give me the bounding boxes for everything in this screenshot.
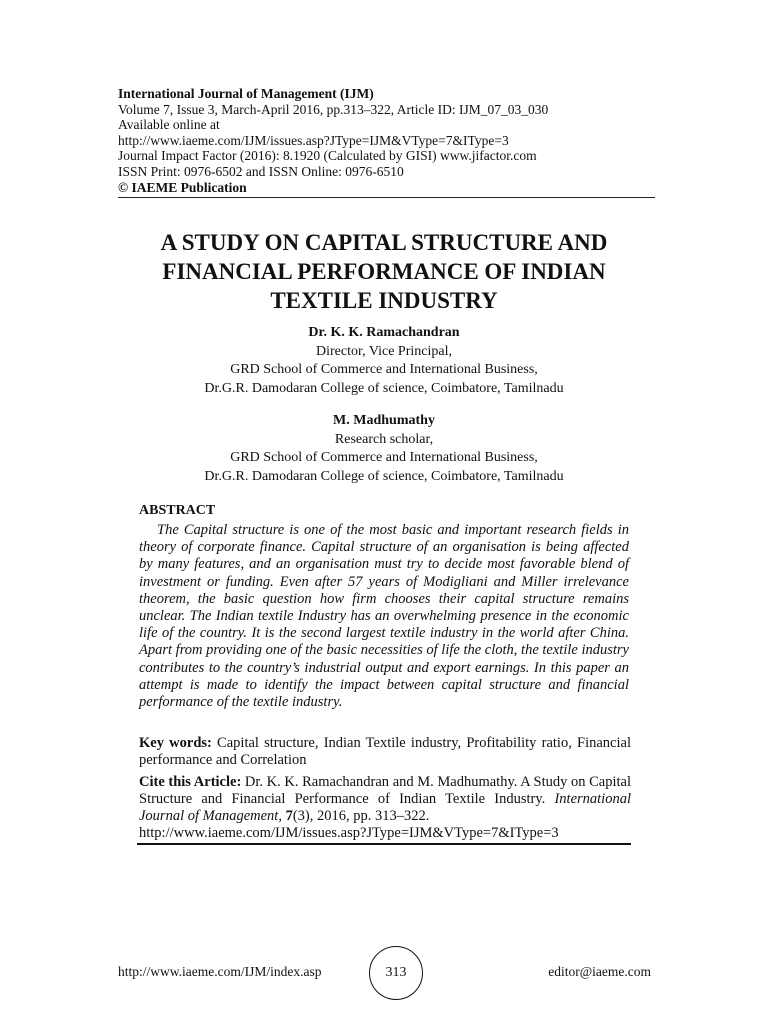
footer-email[interactable]: editor@iaeme.com: [548, 964, 651, 979]
author-college: Dr.G.R. Damodaran College of science, Coimbatore, Tamilnadu: [204, 380, 564, 396]
cite-text: Dr. K. K. Ramachandran and M. Madhumathy. A Study on Capital Structure and Financial Performance of Indian Textile Industry.: [139, 774, 631, 807]
author-block-2: [100, 412, 668, 486]
keywords-text: Capital structure, Indian Textile industry, Profitability ratio, Financial performance and Correlation: [139, 735, 631, 768]
author-block-1: [100, 324, 668, 398]
journal-name: International Journal of Management (IJM): [118, 86, 374, 101]
header-divider: [118, 197, 655, 198]
page-number-text: 313: [385, 965, 407, 980]
page-number: [369, 946, 423, 1000]
journal-header: [118, 86, 658, 195]
citation: [139, 774, 631, 842]
impact-factor: Journal Impact Factor (2016): 8.1920 (Calculated by GISI) www.jifactor.com: [118, 148, 537, 164]
issue-link[interactable]: http://www.iaeme.com/IJM/issues.asp?JType=IJM&VType=7&IType=3: [118, 132, 509, 148]
cite-separator: ,: [278, 808, 286, 824]
cite-url[interactable]: http://www.iaeme.com/IJM/issues.asp?JType=IJM&VType=7&IType=3: [139, 825, 559, 841]
author-dept: GRD School of Commerce and International Business,: [230, 450, 538, 465]
title-line-3: TEXTILE INDUSTRY: [270, 288, 498, 313]
cite-volume: 7: [285, 808, 293, 824]
footer-link[interactable]: http://www.iaeme.com/IJM/index.asp: [118, 964, 322, 979]
citation-divider: [137, 843, 631, 845]
paper-title: [100, 228, 668, 315]
issn-line: ISSN Print: 0976-6502 and ISSN Online: 0976-6510: [118, 163, 404, 179]
cite-pages: (3), 2016, pp. 313–322.: [292, 808, 430, 824]
abstract-heading: ABSTRACT: [139, 503, 216, 518]
publisher: © IAEME Publication: [118, 179, 247, 195]
author-role: Research scholar,: [334, 431, 434, 447]
author-dept: GRD School of Commerce and International Business,: [230, 362, 538, 377]
keywords: [139, 735, 631, 769]
cite-journal: International Journal of Management: [139, 791, 631, 824]
available-online: Available online at: [118, 117, 220, 133]
title-line-2: FINANCIAL PERFORMANCE OF INDIAN: [162, 259, 606, 284]
title-line-1: A STUDY ON CAPITAL STRUCTURE AND: [160, 230, 608, 255]
keywords-label: Key words:: [139, 735, 212, 751]
cite-label: Cite this Article:: [139, 774, 242, 790]
abstract-body: The Capital structure is one of the most basic and important research fields in theory of corporate finance. Capital structure of an organisation is being affected by many features, and an organisation must try to decide most favorable blend of investment or funding. Even after 57 years of Modigliani and Miller irrelevance theorem, the basic question how firm chooses their capital structure remains unclear. The Indian textile Industry has an overwhelming presence in the economic life of the country. It is the second largest textile industry in the world after China. Apart from providing one of the basic necessities of life the cloth, the textile industry contributes to the country’s industrial output and export earnings. In this paper an attempt is made to identify the impact between capital structure and financial performance of the textile industry.: [139, 522, 629, 711]
author-role: Director, Vice Principal,: [316, 343, 452, 359]
author-name: Dr. K. K. Ramachandran: [308, 325, 460, 340]
author-name: M. Madhumathy: [333, 413, 435, 428]
volume-line: Volume 7, Issue 3, March-April 2016, pp.313–322, Article ID: IJM_07_03_030: [118, 101, 549, 117]
author-college: Dr.G.R. Damodaran College of science, Coimbatore, Tamilnadu: [204, 468, 564, 484]
